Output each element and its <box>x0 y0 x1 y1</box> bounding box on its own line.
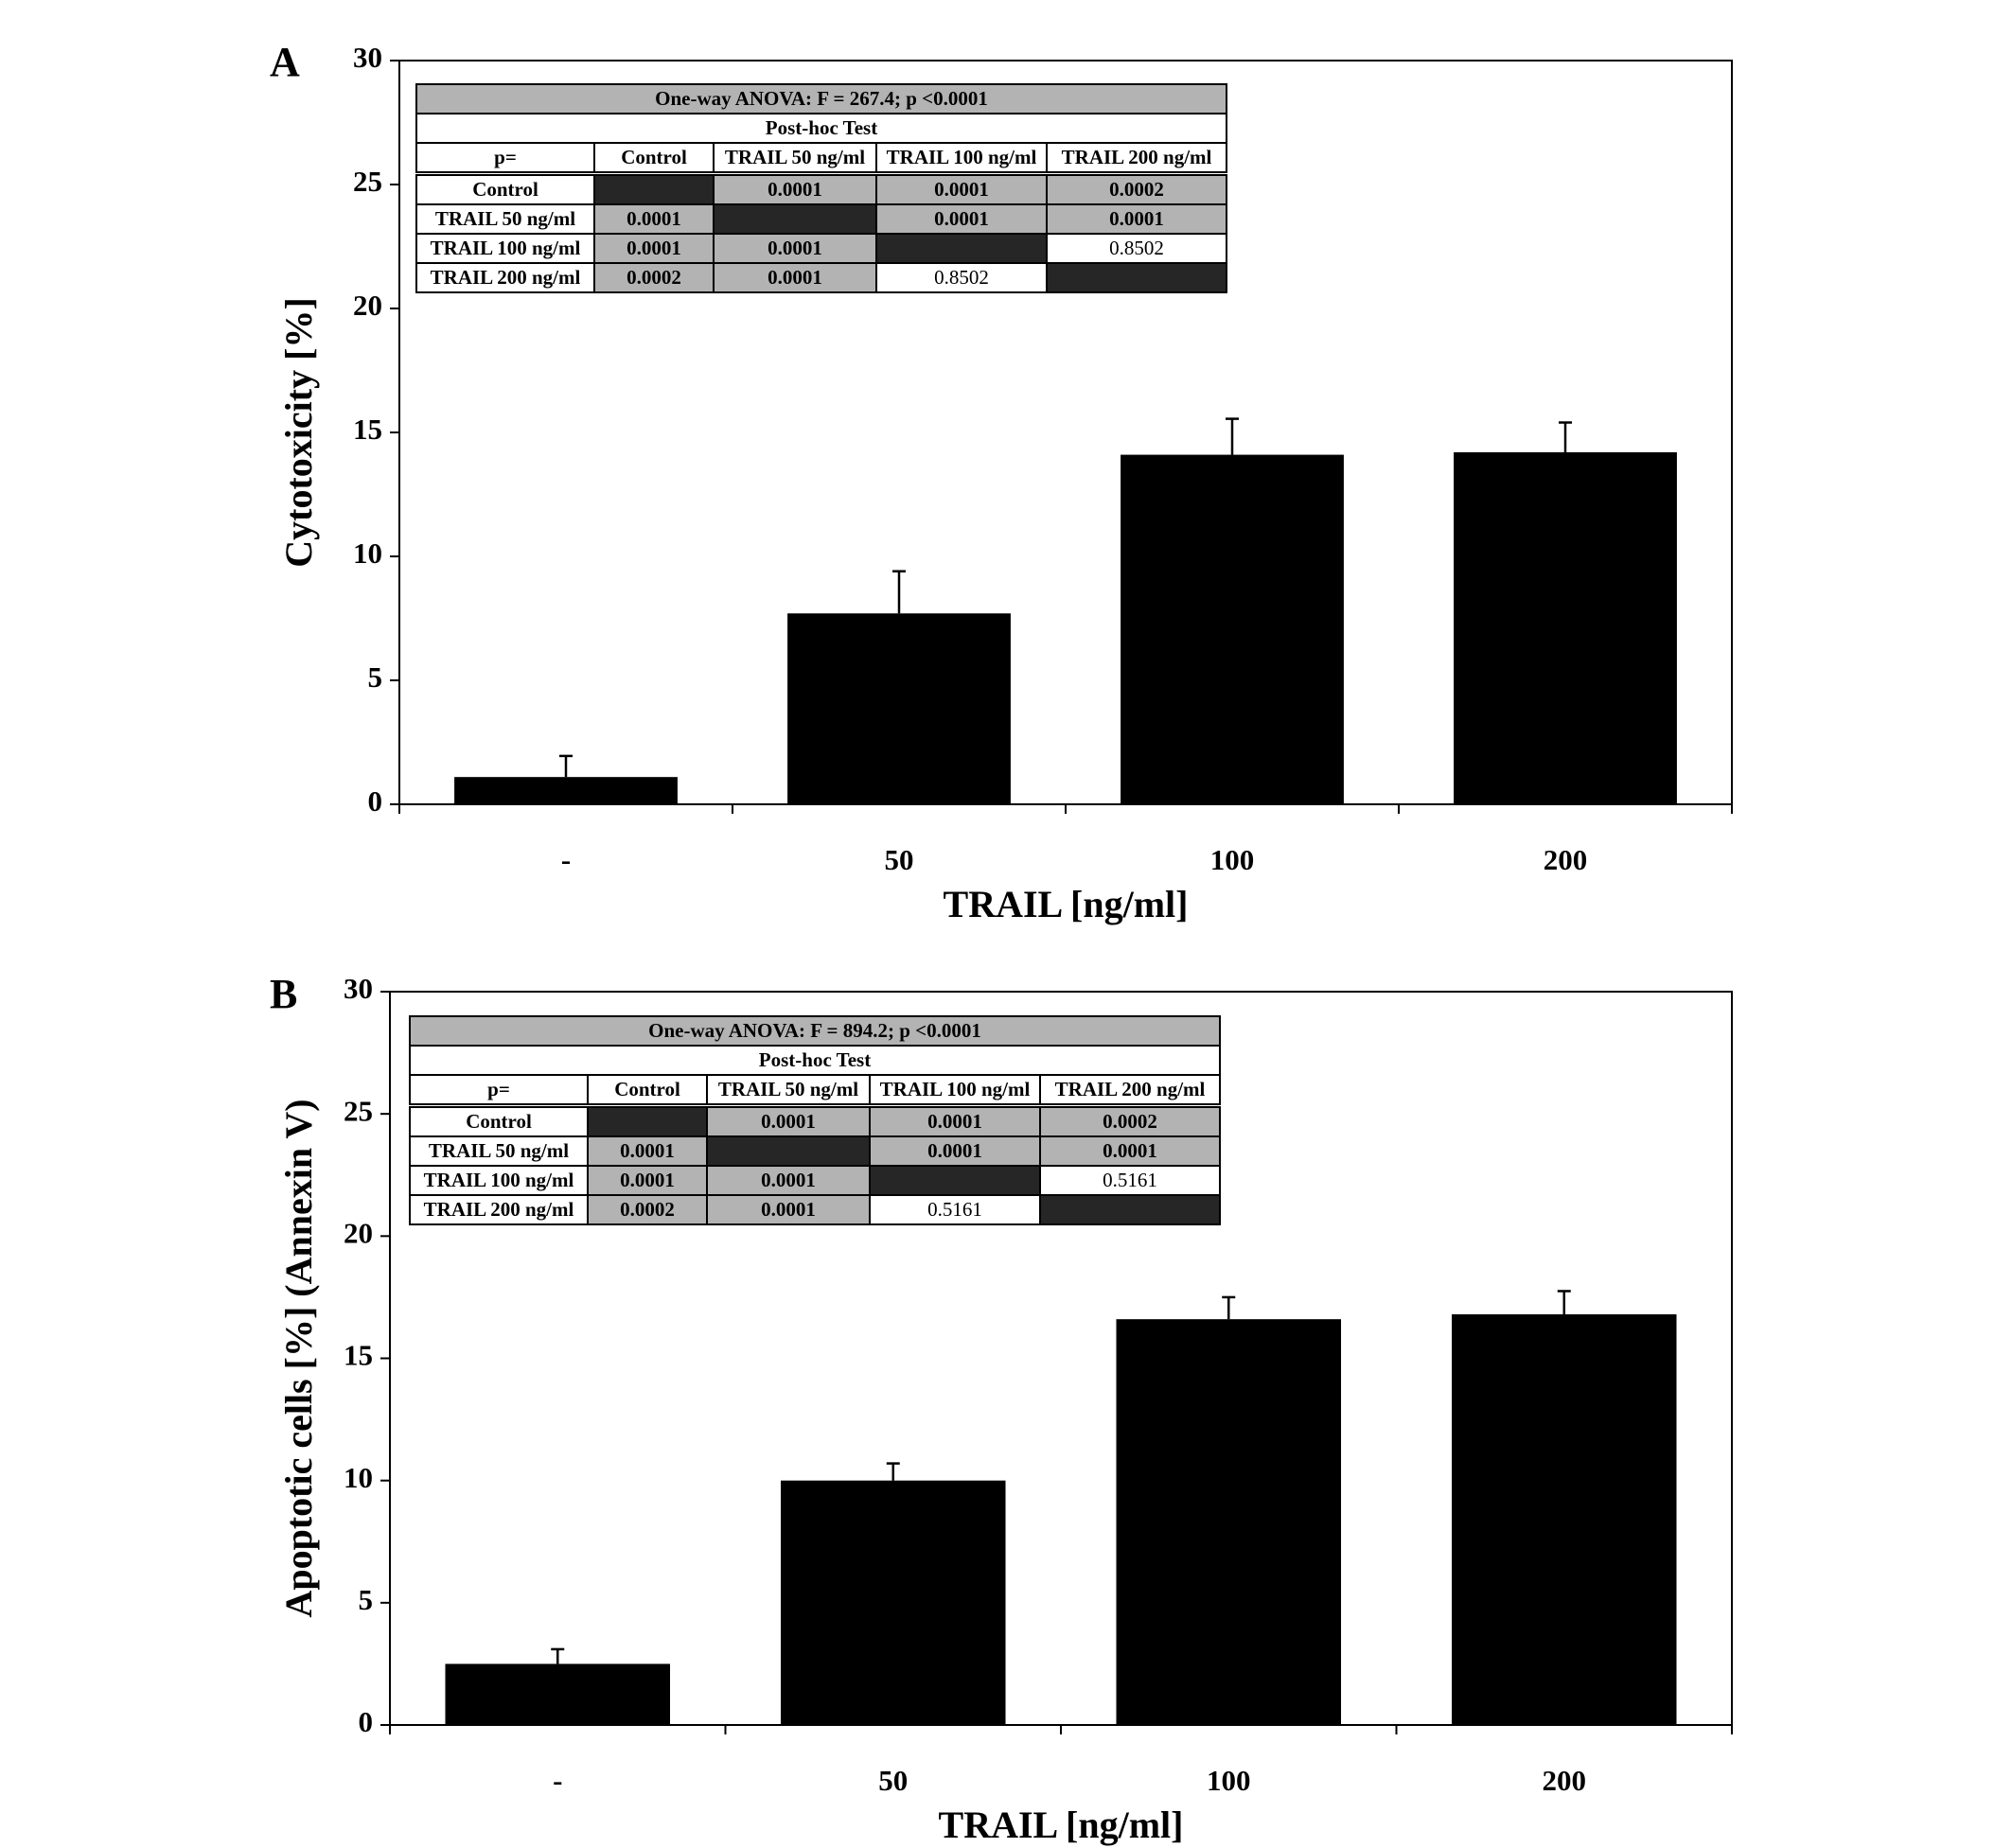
column-header: TRAIL 50 ng/ml <box>714 143 876 174</box>
x-tick-label: 200 <box>1542 1764 1586 1798</box>
y-tick-label: 5 <box>358 1582 373 1616</box>
y-tick-label: 25 <box>344 1094 373 1128</box>
p-value-cell: 0.0002 <box>588 1195 707 1224</box>
column-header: TRAIL 200 ng/ml <box>1047 143 1227 174</box>
p-value-cell: 0.0001 <box>707 1106 870 1137</box>
column-header: Control <box>594 143 714 174</box>
y-tick-label: 20 <box>344 1216 373 1250</box>
y-tick-label: 25 <box>353 165 382 199</box>
p-value-cell: 0.0001 <box>714 234 876 263</box>
x-tick-label: 50 <box>878 1764 909 1798</box>
p-value-cell: 0.0001 <box>1040 1136 1220 1166</box>
posthoc-title: Post-hoc Test <box>416 114 1227 143</box>
x-tick-label: - <box>553 1764 563 1798</box>
p-value-cell: 0.0001 <box>876 174 1047 205</box>
bar-3 <box>1116 1319 1341 1725</box>
bar-4 <box>1452 1314 1677 1725</box>
row-header: TRAIL 200 ng/ml <box>416 263 594 292</box>
y-tick-label: 15 <box>353 413 382 447</box>
row-header: Control <box>410 1106 588 1137</box>
x-tick-label: 50 <box>884 843 914 877</box>
p-value-cell: 0.0001 <box>594 234 714 263</box>
p-value-cell: 0.0001 <box>870 1136 1040 1166</box>
p-value-cell: 0.0001 <box>588 1166 707 1195</box>
diagonal-cell <box>588 1106 707 1137</box>
p-value-cell: 0.0001 <box>707 1166 870 1195</box>
diagonal-cell <box>707 1136 870 1166</box>
x-axis-title: TRAIL [ng/ml] <box>943 883 1189 926</box>
table-corner-label: p= <box>410 1075 588 1106</box>
p-value-cell: 0.5161 <box>870 1195 1040 1224</box>
p-value-cell: 0.8502 <box>1047 234 1227 263</box>
p-value-cell: 0.0001 <box>714 174 876 205</box>
p-value-cell: 0.5161 <box>1040 1166 1220 1195</box>
p-value-cell: 0.8502 <box>876 263 1047 292</box>
posthoc-table-a <box>415 83 1227 293</box>
p-value-cell: 0.0001 <box>876 204 1047 234</box>
diagonal-cell <box>594 174 714 205</box>
diagonal-cell <box>1040 1195 1220 1224</box>
p-value-cell: 0.0002 <box>1040 1106 1220 1137</box>
column-header: TRAIL 100 ng/ml <box>876 143 1047 174</box>
anova-summary: One-way ANOVA: F = 267.4; p <0.0001 <box>416 84 1227 114</box>
table-corner-label: p= <box>416 143 594 174</box>
p-value-cell: 0.0002 <box>594 263 714 292</box>
panel-letter: A <box>270 39 300 86</box>
column-header: Control <box>588 1075 707 1106</box>
y-tick-label: 10 <box>344 1460 373 1494</box>
y-tick-label: 0 <box>367 784 382 818</box>
x-tick-label: 200 <box>1543 843 1588 877</box>
x-tick-label: 100 <box>1209 843 1255 877</box>
p-value-cell: 0.0001 <box>588 1136 707 1166</box>
bar-4 <box>1454 452 1677 804</box>
column-header: TRAIL 200 ng/ml <box>1040 1075 1220 1106</box>
posthoc-table-b <box>409 1015 1221 1225</box>
p-value-cell: 0.0001 <box>594 204 714 234</box>
diagonal-cell <box>870 1166 1040 1195</box>
row-header: TRAIL 100 ng/ml <box>416 234 594 263</box>
diagonal-cell <box>714 204 876 234</box>
row-header: TRAIL 50 ng/ml <box>410 1136 588 1166</box>
column-header: TRAIL 50 ng/ml <box>707 1075 870 1106</box>
y-tick-label: 5 <box>367 660 382 695</box>
y-tick-label: 30 <box>353 41 382 75</box>
y-tick-label: 10 <box>353 537 382 571</box>
row-header: TRAIL 200 ng/ml <box>410 1195 588 1224</box>
diagonal-cell <box>876 234 1047 263</box>
x-axis-title: TRAIL [ng/ml] <box>938 1804 1184 1847</box>
y-tick-label: 20 <box>353 289 382 323</box>
y-tick-label: 30 <box>344 972 373 1006</box>
x-tick-label: 100 <box>1207 1764 1251 1798</box>
p-value-cell: 0.0001 <box>1047 204 1227 234</box>
y-axis-title: Cytotoxicity [%] <box>277 297 321 568</box>
bar-2 <box>787 613 1011 804</box>
p-value-cell: 0.0001 <box>870 1106 1040 1137</box>
row-header: TRAIL 50 ng/ml <box>416 204 594 234</box>
bar-1 <box>454 777 678 804</box>
bar-2 <box>781 1481 1006 1725</box>
bar-1 <box>445 1663 670 1725</box>
y-axis-title: Apoptotic cells [%] (Annexin V) <box>277 1099 321 1618</box>
x-tick-label: - <box>560 843 572 877</box>
anova-summary: One-way ANOVA: F = 894.2; p <0.0001 <box>410 1016 1220 1046</box>
panel-letter: B <box>270 971 298 1018</box>
p-value-cell: 0.0002 <box>1047 174 1227 205</box>
p-value-cell: 0.0001 <box>707 1195 870 1224</box>
column-header: TRAIL 100 ng/ml <box>870 1075 1040 1106</box>
p-value-cell: 0.0001 <box>714 263 876 292</box>
row-header: Control <box>416 174 594 205</box>
row-header: TRAIL 100 ng/ml <box>410 1166 588 1195</box>
diagonal-cell <box>1047 263 1227 292</box>
y-tick-label: 15 <box>344 1338 373 1372</box>
bar-3 <box>1121 455 1344 804</box>
y-tick-label: 0 <box>358 1705 373 1739</box>
posthoc-title: Post-hoc Test <box>410 1046 1220 1075</box>
